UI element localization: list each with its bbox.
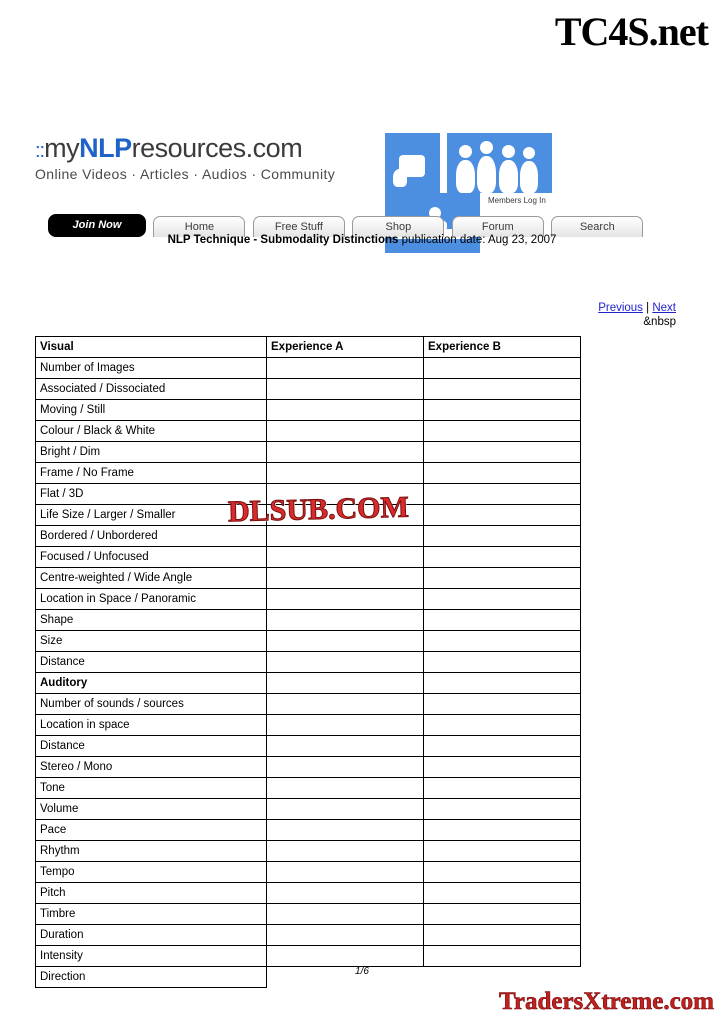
table-row <box>36 715 581 736</box>
table-row <box>36 799 581 820</box>
table-row <box>36 358 581 379</box>
row-label: Location in space <box>36 715 267 736</box>
table-row <box>36 610 581 631</box>
row-label: Flat / 3D <box>36 484 267 505</box>
row-label: Location in Space / Panoramic <box>36 589 267 610</box>
publication-date: publication date: Aug 23, 2007 <box>401 234 557 246</box>
table-row <box>36 925 581 946</box>
cell-experience-a[interactable] <box>267 820 424 841</box>
cell-experience-a[interactable] <box>267 736 424 757</box>
nav-item-free-stuff[interactable]: Free Stuff <box>253 216 345 237</box>
cell-experience-a[interactable] <box>267 589 424 610</box>
logo-resources: resources.com <box>131 133 303 163</box>
cell-experience-b[interactable] <box>424 589 581 610</box>
row-label: Duration <box>36 925 267 946</box>
cell-experience-b[interactable] <box>424 442 581 463</box>
main-nav[interactable] <box>48 214 646 236</box>
table-row <box>36 652 581 673</box>
cell-experience-b[interactable] <box>424 904 581 925</box>
tc4s-watermark: TC4S.net <box>554 9 708 54</box>
cell-experience-a[interactable] <box>267 526 424 547</box>
table-header-row <box>36 337 581 358</box>
row-label: Timbre <box>36 904 267 925</box>
cell-experience-a[interactable] <box>267 673 424 694</box>
row-label: Colour / Black & White <box>36 421 267 442</box>
row-label: Tempo <box>36 862 267 883</box>
cell-experience-a[interactable] <box>267 652 424 673</box>
cell-experience-b[interactable] <box>424 841 581 862</box>
row-label: Bright / Dim <box>36 442 267 463</box>
next-link[interactable]: Next <box>652 302 676 314</box>
banner-tile-handshake <box>385 133 440 193</box>
site-logo[interactable] <box>35 133 335 182</box>
logo-nlp: NLP <box>79 133 132 163</box>
table-row <box>36 841 581 862</box>
cell-experience-a[interactable] <box>267 799 424 820</box>
row-label: Associated / Dissociated <box>36 379 267 400</box>
cell-experience-b[interactable] <box>424 400 581 421</box>
nav-item-shop[interactable]: Shop <box>352 216 444 237</box>
cell-experience-a[interactable] <box>267 946 424 967</box>
cell-experience-a[interactable] <box>267 463 424 484</box>
cell-experience-b[interactable] <box>424 883 581 904</box>
table-row <box>36 568 581 589</box>
nav-item-home[interactable]: Home <box>153 216 245 237</box>
cell-experience-b[interactable] <box>424 757 581 778</box>
table-row <box>36 946 581 967</box>
site-banner <box>35 133 635 213</box>
table-row <box>36 526 581 547</box>
logo-my: my <box>44 133 80 163</box>
cell-experience-b[interactable] <box>424 946 581 967</box>
row-label: Centre-weighted / Wide Angle <box>36 568 267 589</box>
table-row <box>36 547 581 568</box>
page-title <box>0 234 724 246</box>
cell-experience-a[interactable] <box>267 442 424 463</box>
row-label: Number of Images <box>36 358 267 379</box>
cell-experience-b[interactable] <box>424 358 581 379</box>
dlsub-watermark: DLSUB.COM <box>227 490 410 529</box>
banner-tile-group <box>447 133 552 193</box>
table-row <box>36 862 581 883</box>
row-label: Volume <box>36 799 267 820</box>
cell-experience-b[interactable] <box>424 505 581 526</box>
table-row <box>36 589 581 610</box>
cell-experience-a[interactable] <box>267 925 424 946</box>
row-label: Size <box>36 631 267 652</box>
table-row <box>36 778 581 799</box>
cell-experience-a[interactable] <box>267 400 424 421</box>
table-row <box>36 421 581 442</box>
table-header-cell: Experience A <box>267 337 424 358</box>
cell-experience-a[interactable] <box>267 694 424 715</box>
cell-experience-b[interactable] <box>424 652 581 673</box>
row-label: Distance <box>36 736 267 757</box>
row-label: Number of sounds / sources <box>36 694 267 715</box>
cell-experience-b[interactable] <box>424 862 581 883</box>
logo-dots-icon: :: <box>35 140 45 162</box>
previous-link[interactable]: Previous <box>598 302 643 314</box>
cell-experience-b[interactable] <box>424 673 581 694</box>
submodality-table <box>35 336 581 988</box>
table-row <box>36 883 581 904</box>
table-row <box>36 463 581 484</box>
nav-item-search[interactable]: Search <box>551 216 643 237</box>
cell-experience-b[interactable] <box>424 715 581 736</box>
cell-experience-b[interactable] <box>424 925 581 946</box>
row-label: Pace <box>36 820 267 841</box>
table-row <box>36 694 581 715</box>
row-label: Distance <box>36 652 267 673</box>
cell-experience-a[interactable] <box>267 883 424 904</box>
row-label: Pitch <box>36 883 267 904</box>
cell-experience-b[interactable] <box>424 799 581 820</box>
nav-item-forum[interactable]: Forum <box>452 216 544 237</box>
row-label: Direction <box>36 967 267 988</box>
row-label: Focused / Unfocused <box>36 547 267 568</box>
nav-item-join-now[interactable]: Join Now <box>48 214 146 237</box>
table-row <box>36 400 581 421</box>
cell-experience-b[interactable] <box>424 694 581 715</box>
row-label: Frame / No Frame <box>36 463 267 484</box>
cell-experience-a[interactable] <box>267 379 424 400</box>
table-header-cell: Experience B <box>424 337 581 358</box>
row-label: Tone <box>36 778 267 799</box>
table-row <box>36 736 581 757</box>
cell-experience-a[interactable] <box>267 841 424 862</box>
cell-experience-a[interactable] <box>267 547 424 568</box>
cell-experience-b[interactable] <box>424 568 581 589</box>
cell-experience-b[interactable] <box>424 526 581 547</box>
cell-experience-a[interactable] <box>267 568 424 589</box>
cell-experience-a[interactable] <box>267 862 424 883</box>
cell-experience-b[interactable] <box>424 484 581 505</box>
cell-experience-b[interactable] <box>424 631 581 652</box>
banner-image-tiles <box>385 133 635 195</box>
row-label: Intensity <box>36 946 267 967</box>
table-row <box>36 631 581 652</box>
site-logo-text <box>35 133 335 164</box>
table-row <box>36 673 581 694</box>
page-number: 1/6 <box>355 966 369 977</box>
cell-experience-b[interactable] <box>424 820 581 841</box>
table-header-cell: Visual <box>36 337 267 358</box>
row-label: Bordered / Unbordered <box>36 526 267 547</box>
row-label: Rhythm <box>36 841 267 862</box>
table-row <box>36 820 581 841</box>
row-label: Auditory <box>36 673 267 694</box>
submodality-table-body <box>36 337 581 988</box>
members-login-link[interactable]: Members Log In <box>488 196 546 205</box>
cell-experience-a[interactable] <box>267 358 424 379</box>
cell-experience-b[interactable] <box>424 547 581 568</box>
pager[interactable] <box>598 302 676 328</box>
pager-nbsp-text: &nbsp <box>643 316 676 328</box>
site-tagline: Online Videos · Articles · Audios · Community <box>35 166 336 182</box>
cell-experience-b[interactable] <box>424 736 581 757</box>
cell-experience-a[interactable] <box>267 631 424 652</box>
cell-experience-a[interactable] <box>267 778 424 799</box>
pager-separator: | <box>646 302 650 314</box>
cell-experience-b[interactable] <box>424 379 581 400</box>
page-title-text: NLP Technique - Submodality Distinctions <box>167 234 399 246</box>
cell-experience-a[interactable] <box>267 421 424 442</box>
cell-experience-b[interactable] <box>424 463 581 484</box>
cell-experience-a[interactable] <box>267 757 424 778</box>
table-row <box>36 379 581 400</box>
table-row <box>36 904 581 925</box>
row-label: Life Size / Larger / Smaller <box>36 505 267 526</box>
row-label: Moving / Still <box>36 400 267 421</box>
cell-experience-b[interactable] <box>424 610 581 631</box>
cell-experience-a[interactable] <box>267 715 424 736</box>
cell-experience-b[interactable] <box>424 421 581 442</box>
row-label: Stereo / Mono <box>36 757 267 778</box>
cell-experience-b[interactable] <box>424 778 581 799</box>
row-label: Shape <box>36 610 267 631</box>
cell-experience-a[interactable] <box>267 904 424 925</box>
tradersxtreme-watermark: TradersXtreme.com <box>499 988 714 1015</box>
table-row <box>36 757 581 778</box>
table-row <box>36 442 581 463</box>
cell-experience-a[interactable] <box>267 610 424 631</box>
